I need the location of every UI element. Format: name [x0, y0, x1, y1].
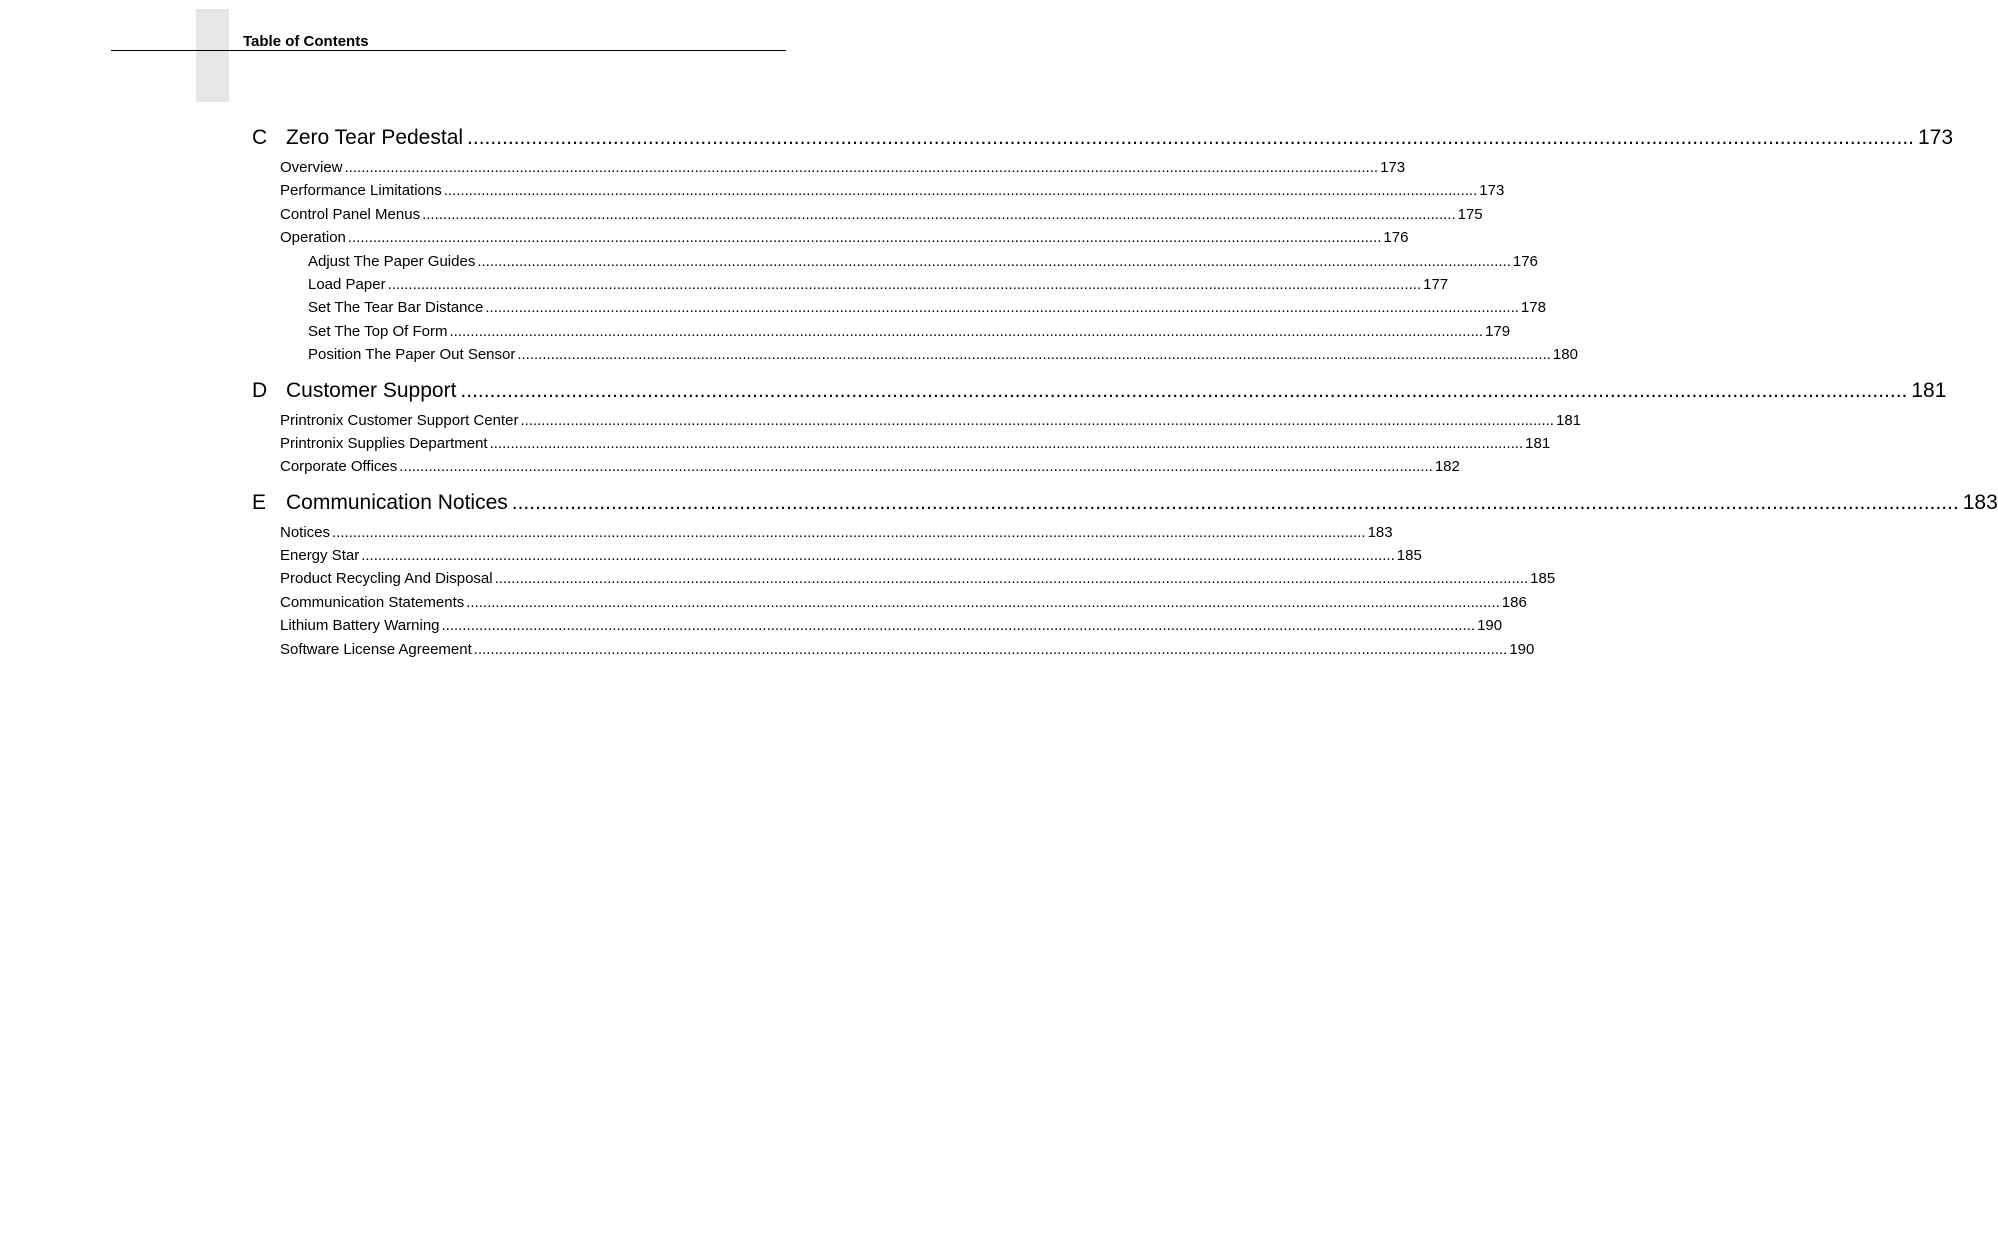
- entry-title: Energy Star: [280, 547, 360, 565]
- entry-page-number: 178: [1520, 299, 1546, 317]
- dot-leader: ........................................................................................................................................................................................................................................................: [460, 378, 1908, 402]
- entry-page-number: 180: [1552, 346, 1578, 364]
- chapter-heading[interactable]: [252, 124, 1954, 152]
- chapter-entries: [252, 156, 1578, 367]
- section-spacer: [252, 367, 786, 377]
- entry-title: Control Panel Menus: [280, 205, 421, 223]
- dot-leader: ........................................................................................................................................................................................................................................................: [361, 547, 1395, 565]
- chapter-heading[interactable]: [252, 489, 1998, 517]
- chapter-letter: E: [252, 490, 267, 514]
- entry-page-number: 190: [1509, 640, 1535, 658]
- toc-subentry[interactable]: [252, 296, 1546, 319]
- entry-title: Printronix Customer Support Center: [280, 411, 519, 429]
- entry-page-number: 173: [1380, 159, 1406, 176]
- dot-leader: ........................................................................................................................................................................................................................................................: [422, 205, 1456, 223]
- toc-entry[interactable]: [252, 203, 1483, 226]
- dot-leader: ........................................................................................................................................................................................................................................................: [332, 523, 1366, 541]
- chapter-heading[interactable]: [252, 377, 1947, 405]
- entry-title: Overview: [280, 159, 343, 176]
- entry-title: Set The Top Of Form: [308, 322, 448, 340]
- entry-page-number: 175: [1457, 205, 1483, 223]
- dot-leader: ........................................................................................................................................................................................................................................................: [517, 346, 1551, 364]
- toc-entry[interactable]: [252, 179, 1505, 202]
- entry-title: Communication Statements: [280, 593, 465, 611]
- section-spacer: [252, 479, 786, 489]
- toc-entry[interactable]: [252, 544, 1422, 567]
- chapter-title: Customer Support: [286, 378, 457, 402]
- chapter-letter: C: [252, 126, 268, 149]
- table-of-contents: [252, 124, 1998, 661]
- chapter-title: Zero Tear Pedestal: [286, 126, 464, 149]
- dot-leader: ........................................................................................................................................................................................................................................................: [473, 640, 1508, 658]
- entry-title: Lithium Battery Warning: [280, 617, 440, 635]
- dot-leader: ........................................................................................................................................................................................................................................................: [344, 159, 1379, 176]
- dot-leader: ........................................................................................................................................................................................................................................................: [443, 182, 1478, 200]
- chapter-entries: [252, 409, 1582, 479]
- dot-leader: ........................................................................................................................................................................................................................................................: [466, 593, 1500, 611]
- toc-subentry[interactable]: [252, 320, 1511, 343]
- entry-page-number: 186: [1501, 593, 1527, 611]
- entry-page-number: 177: [1423, 275, 1449, 293]
- entry-page-number: 173: [1479, 182, 1505, 200]
- running-header-title: Table of Contents: [243, 33, 369, 50]
- toc-entry[interactable]: [252, 591, 1527, 614]
- chapter-title: Communication Notices: [286, 490, 508, 514]
- dot-leader: ........................................................................................................................................................................................................................................................: [387, 275, 1422, 293]
- entry-title: Printronix Supplies Department: [280, 434, 488, 452]
- entry-page-number: 176: [1383, 229, 1409, 247]
- chapter-page-number: 181: [1911, 378, 1947, 402]
- dot-leader: ........................................................................................................................................................................................................................................................: [485, 299, 1519, 317]
- entry-page-number: 176: [1512, 252, 1538, 270]
- entry-title: Performance Limitations: [280, 182, 442, 200]
- entry-page-number: 179: [1485, 322, 1511, 340]
- chapter-letter: D: [252, 378, 268, 402]
- entry-title: Adjust The Paper Guides: [308, 252, 476, 270]
- chapter-entries: [252, 521, 1556, 661]
- entry-title: Product Recycling And Disposal: [280, 570, 493, 588]
- entry-title: Operation: [280, 229, 346, 247]
- side-tab-marker: [196, 9, 229, 102]
- dot-leader: ........................................................................................................................................................................................................................................................: [520, 411, 1554, 429]
- dot-leader: ........................................................................................................................................................................................................................................................: [494, 570, 1529, 588]
- entry-page-number: 185: [1396, 547, 1422, 565]
- toc-subentry[interactable]: [252, 273, 1449, 296]
- entry-page-number: 190: [1477, 617, 1503, 635]
- entry-page-number: 182: [1434, 458, 1460, 476]
- toc-entry[interactable]: [252, 567, 1556, 590]
- toc-entry[interactable]: [252, 226, 1409, 249]
- entry-title: Notices: [280, 523, 331, 541]
- entry-title: Set The Tear Bar Distance: [308, 299, 484, 317]
- chapter-page-number: 183: [1962, 490, 1998, 514]
- dot-leader: ........................................................................................................................................................................................................................................................: [489, 434, 1524, 452]
- entry-page-number: 185: [1530, 570, 1556, 588]
- dot-leader: ........................................................................................................................................................................................................................................................: [511, 490, 1959, 514]
- entry-page-number: 181: [1525, 434, 1551, 452]
- toc-entry[interactable]: [252, 409, 1582, 432]
- entry-title: Position The Paper Out Sensor: [308, 346, 516, 364]
- toc-entry[interactable]: [252, 156, 1406, 179]
- toc-entry[interactable]: [252, 432, 1551, 455]
- dot-leader: ........................................................................................................................................................................................................................................................: [467, 126, 1914, 149]
- entry-page-number: 183: [1367, 523, 1393, 541]
- toc-entry[interactable]: [252, 521, 1393, 544]
- dot-leader: ........................................................................................................................................................................................................................................................: [347, 229, 1382, 247]
- toc-entry[interactable]: [252, 455, 1460, 478]
- dot-leader: ........................................................................................................................................................................................................................................................: [477, 252, 1511, 270]
- toc-entry[interactable]: [252, 638, 1535, 661]
- entry-title: Load Paper: [308, 275, 386, 293]
- entry-title: Corporate Offices: [280, 458, 398, 476]
- dot-leader: ........................................................................................................................................................................................................................................................: [441, 617, 1476, 635]
- dot-leader: ........................................................................................................................................................................................................................................................: [449, 322, 1484, 340]
- toc-entry[interactable]: [252, 614, 1503, 637]
- entry-title: Software License Agreement: [280, 640, 472, 658]
- header-rule: [111, 50, 786, 51]
- toc-subentry[interactable]: [252, 250, 1538, 273]
- toc-subentry[interactable]: [252, 343, 1578, 366]
- chapter-page-number: 173: [1918, 126, 1954, 149]
- entry-page-number: 181: [1555, 411, 1582, 429]
- dot-leader: ........................................................................................................................................................................................................................................................: [399, 458, 1433, 476]
